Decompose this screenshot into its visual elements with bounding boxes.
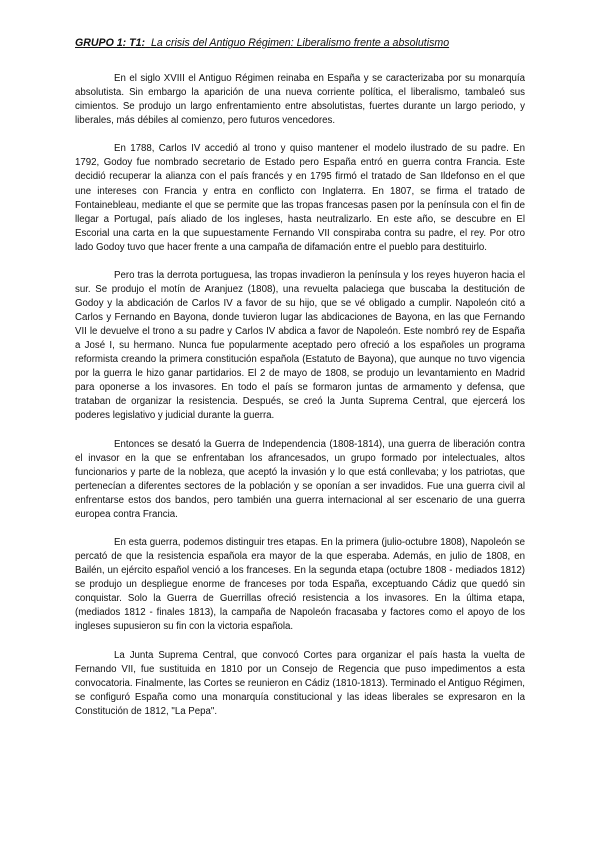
- heading-title: La crisis del Antiguo Régimen: Liberalismo frente a absolutismo: [150, 37, 450, 49]
- paragraph-invasion: Pero tras la derrota portuguesa, las tropas invadieron la península y los reyes huyeron hacia el sur. Se produjo el motín de Aranjuez (1808), una revuelta palaciega que buscaba la destitución de Godoy y la abdicación de Carlos IV a favor de su hijo, que se vé obligado a cumplir. Napoleón citó a Carlos y Fernando en Bayona, donde tuvieron lugar las abdicaciones de Bayona, en las que Fernando VII le devuelve el trono a su padre y Carlos IV abdica a favor de Napoleón. Este nombró rey de España a José I, su hermano. Nunca fue popularmente aceptado pero ofreció a los españoles un programa reformista creando la primera constitución española (Estatuto de Bayona), que aunque no tuvo vigencia por la guerra le hizo ganar partidarios. El 2 de mayo de 1808, se produjo un levantamiento en Madrid para oponerse a los invasores. En todo el país se formaron juntas de armamento y defensa, que trataban de organizar la resistencia. Después, se creó la Junta Suprema Central, que ejercerá los poderes legislativo y judicial durante la guerra.: [75, 269, 525, 422]
- paragraph-carlos-iv: En 1788, Carlos IV accedió al trono y quiso mantener el modelo ilustrado de su padre. En 1792, Godoy fue nombrado secretario de Estado pero España entró en guerra contra Francia. Este decidió recuperar la alianza con el país francés y en 1795 firmó el tratado de San Ildefonso en el que une intereses con Francia y entra en conflicto con Inglaterra. En 1807, se firma el tratado de Fontainebleau, mediante el que se permite que las tropas francesas pasen por la península con el fin de llegar a Portugal, país aliado de los ingleses, hasta neutralizarlo. En este año, se descubre en El Escorial una carta en la que supuestamente Fernando VII conspiraba contra su padre, el rey. Por otro lado Godoy tuvo que hacer frente a una campaña de difamación entre el pueblo para destituirlo.: [75, 143, 525, 253]
- paragraph-intro: En el siglo XVIII el Antiguo Régimen reinaba en España y se caracterizaba por su monarquía absolutista. Sin embargo la aparición de una nueva corriente política, el liberalismo, tambaleó sus cimientos. Se produjo un largo enfrentamiento entre absolutistas, fuertes durante un largo periodo, y liberales, más débiles al comienzo, pero futuros vencedores.: [75, 73, 525, 127]
- heading-group-label: GRUPO 1: T1:: [75, 37, 146, 49]
- paragraph-cortes-cadiz: La Junta Suprema Central, que convocó Cortes para organizar el país hasta la vuelta de Fernando VII, fue sustituida en 1810 por un Consejo de Regencia que puso impedimentos a esta convocatoria. Finalmente, las Cortes se reunieron en Cádiz (1810-1813). Terminado el Antiguo Régimen, se configuró España como una monarquía constitucional y las ideas liberales se expresaron en la Constitución de 1812, "La Pepa".: [75, 649, 525, 717]
- document-body: [75, 72, 525, 733]
- document-heading: [75, 37, 449, 50]
- paragraph-guerra-independencia: Entonces se desató la Guerra de Independencia (1808-1814), una guerra de liberación contra el invasor en la que se enfrentaban los afrancesados, un grupo formado por intelectuales, altos funcionarios y parte de la nobleza, que aceptó la invasión y lo que está conllevaba; y los patriotas, que pertenecían a diferentes sectores de la población y se oponían a ser invadidos. Fue una guerra civil al enfrentarse estos dos bandos, pero también una guerra internacional al ser escenario de una guerra europea contra Francia.: [75, 438, 525, 520]
- paragraph-etapas: En esta guerra, podemos distinguir tres etapas. En la primera (julio-octubre 1808), Napoleón se percató de que la resistencia española era mayor de la que esperaba. Además, en julio de 1808, en Bailén, un ejército español venció a los franceses. En la segunda etapa (octubre 1808 - mediados 1812) se produjo un despliegue enorme de franceses por toda España, exceptuando Cádiz que quedó sin conquistar. Solo la Guerra de Guerrillas ofreció resistencia a los invasores. En la última etapa, (mediados 1812 - finales 1813), la campaña de Napoleón fracasaba y factores como el apoyo de los ingleses supusieron su fin con la victoria española.: [75, 537, 525, 633]
